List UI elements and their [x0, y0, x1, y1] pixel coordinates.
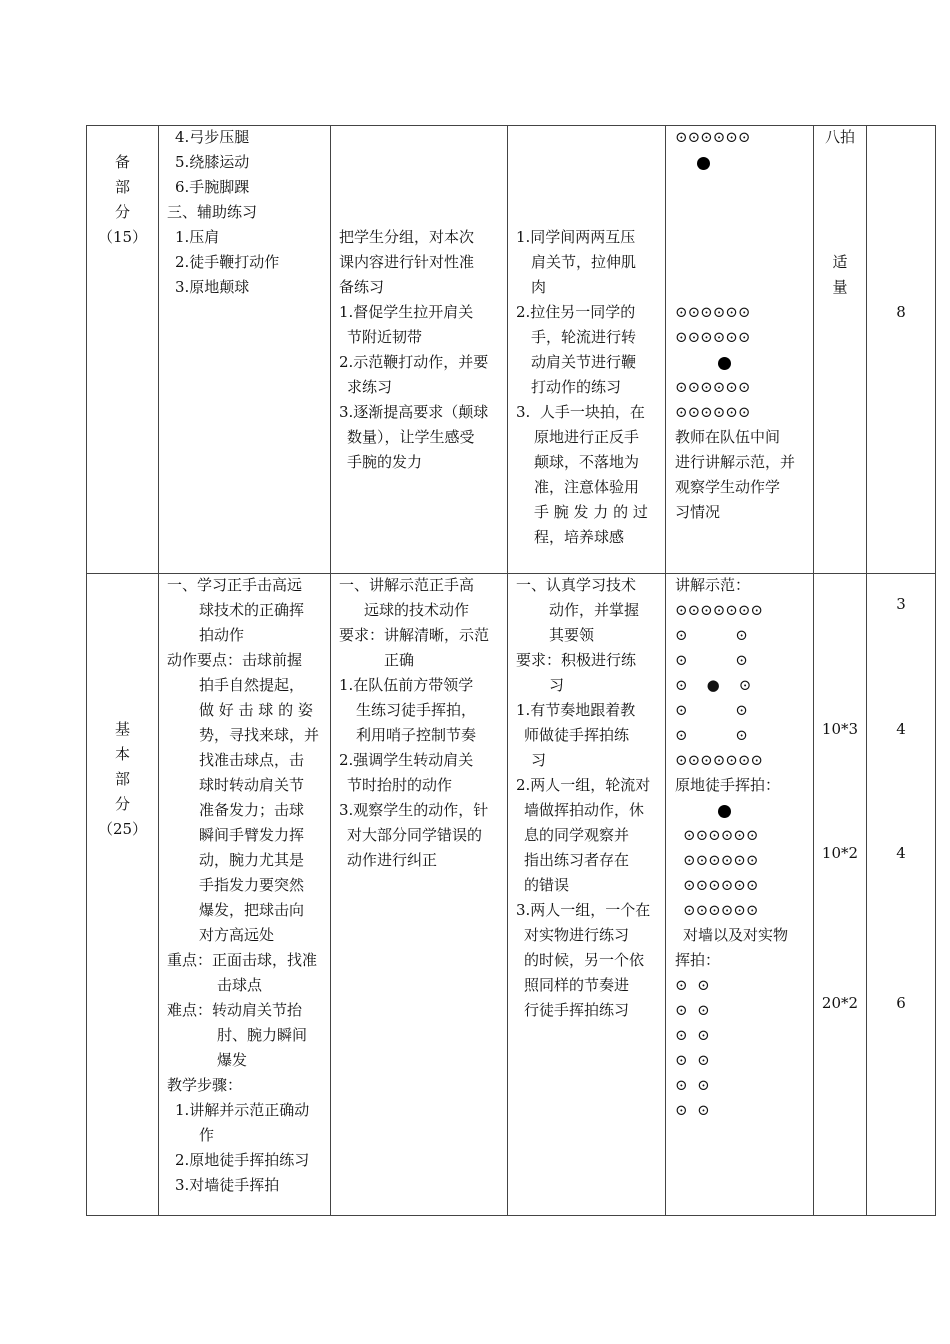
- content-line: 势，寻找来球，并: [199, 726, 320, 744]
- student-line: 其要领: [549, 626, 595, 644]
- load-value-cell: [814, 717, 866, 742]
- time-value: 8: [896, 303, 906, 321]
- teacher-line: 数量），让学生感受: [347, 428, 475, 446]
- load-value-cell: [814, 841, 866, 866]
- student-line: 要求：积极进行练: [516, 651, 637, 669]
- organization-title: 挥拍：: [675, 951, 721, 969]
- load-value: 20*2: [821, 994, 859, 1012]
- student-line: 息的同学观察并: [524, 826, 630, 844]
- student-line: 师做徒手挥拍练: [524, 726, 630, 744]
- student-line: 3. 人手一块拍，在: [516, 403, 645, 421]
- organization-note: 教师在队伍中间: [675, 428, 781, 446]
- teacher-line: 1.在队伍前方带领学: [339, 676, 474, 694]
- content-line: 击球点: [217, 976, 263, 994]
- content-line: 3.对墙徒手挥拍: [175, 1176, 280, 1194]
- time-value: 4: [896, 844, 906, 862]
- content-line: 对方高远处: [199, 926, 275, 944]
- load-cell-lower: [814, 250, 866, 300]
- organization-title: 讲解示范：: [675, 576, 751, 594]
- teacher-activity-cell: [339, 225, 507, 475]
- student-line: 2.拉住另一同学的: [516, 303, 636, 321]
- content-line: 2.原地徒手挥拍练习: [175, 1151, 310, 1169]
- teacher-line: 利用哨子控制节奏: [356, 726, 477, 744]
- part-label-duration: （15）: [97, 228, 148, 246]
- content-line: 4.弓步压腿: [175, 128, 250, 146]
- student-line: 原地进行正反手: [534, 428, 640, 446]
- student-line: 程，培养球感: [534, 528, 625, 546]
- organization-cell-lower: [675, 300, 813, 525]
- formation-row: ⊙⊙⊙⊙⊙⊙⊙: [675, 601, 763, 619]
- formation-row: ⊙ ⊙: [675, 626, 748, 644]
- content-line: 难点：转动肩关节抬: [167, 1001, 303, 1019]
- content-line: 找准击球点，击: [199, 751, 305, 769]
- part-label-char: 分: [114, 203, 130, 221]
- part-label-char: 备: [114, 153, 130, 171]
- part-label-char: 部: [114, 178, 130, 196]
- teacher-line: 3.观察学生的动作，针: [339, 801, 489, 819]
- teacher-heading: 一、讲解示范正手高: [339, 576, 475, 594]
- formation-row: ⊙ ⊙: [675, 701, 748, 719]
- content-line: 手指发力要突然: [199, 876, 305, 894]
- load-value: 10*3: [821, 720, 859, 738]
- student-line: 手 腕 发 力 的 过: [534, 503, 648, 521]
- student-line: 肉: [531, 278, 547, 296]
- formation-row: ⊙⊙⊙⊙⊙⊙⊙: [675, 751, 763, 769]
- content-line: 1.讲解并示范正确动: [175, 1101, 310, 1119]
- formation-row: ⊙⊙⊙⊙⊙⊙: [675, 378, 751, 396]
- student-line: 的错误: [524, 876, 570, 894]
- student-line: 动肩关节进行鞭: [531, 353, 637, 371]
- teacher-position-icon: [697, 157, 710, 170]
- part-label: [87, 717, 158, 842]
- student-line: 1.有节奏地跟着教: [516, 701, 636, 719]
- time-value: 6: [896, 994, 906, 1012]
- formation-row: ⊙ ⊙: [675, 1026, 710, 1044]
- content-line: 球技术的正确挥: [199, 601, 305, 619]
- content-line: 爆发: [217, 1051, 248, 1069]
- load-cell: [814, 125, 866, 150]
- content-line: 做 好 击 球 的 姿: [199, 701, 313, 719]
- formation-row: ⊙ ⊙: [675, 1076, 710, 1094]
- table-col-line: [665, 125, 666, 1216]
- formation-row: ⊙ ⊙: [675, 1101, 710, 1119]
- content-line: 肘、腕力瞬间: [217, 1026, 308, 1044]
- organization-cell: [675, 125, 813, 175]
- organization-note: 观察学生动作学: [675, 478, 781, 496]
- formation-row: ⊙⊙⊙⊙⊙⊙: [675, 128, 751, 146]
- student-line: 墙做挥拍动作，休: [524, 801, 645, 819]
- student-line: 手，轮流进行转: [531, 328, 637, 346]
- table-col-line: [866, 125, 867, 1216]
- student-activity-cell: [516, 225, 664, 550]
- formation-row: ⊙⊙⊙⊙⊙⊙: [675, 403, 751, 421]
- time-value: 3: [896, 595, 906, 613]
- student-activity-cell: [516, 573, 664, 1023]
- student-line: 行徒手挥拍练习: [524, 1001, 630, 1019]
- part-label: [87, 150, 158, 250]
- formation-row: ⊙ ⊙: [675, 1051, 710, 1069]
- teacher-line: 正确: [384, 651, 415, 669]
- content-line: 球时转动肩关节: [199, 776, 305, 794]
- content-line: 1.压肩: [175, 228, 220, 246]
- student-line: 肩关节，拉伸肌: [531, 253, 637, 271]
- teacher-line: 课内容进行针对性准: [339, 253, 475, 271]
- part-label-char: 部: [114, 770, 130, 788]
- content-line: 爆发，把球击向: [199, 901, 305, 919]
- content-cell: [167, 125, 329, 300]
- load-value: 适: [832, 253, 848, 271]
- load-value: 量: [832, 278, 848, 296]
- student-line: 颠球，不落地为: [534, 453, 640, 471]
- load-value: 八拍: [824, 128, 855, 146]
- formation-row: ⊙ ● ⊙: [675, 676, 752, 694]
- load-value: 10*2: [821, 844, 859, 862]
- part-label-duration: （25）: [97, 820, 148, 838]
- content-line: 动作要点：击球前握: [167, 651, 303, 669]
- content-line: 2.徒手鞭打动作: [175, 253, 280, 271]
- part-label-char: 本: [114, 745, 130, 763]
- table-col-line: [330, 125, 331, 1216]
- organization-title: 原地徒手挥拍：: [675, 776, 781, 794]
- table-col-line: [86, 125, 87, 1216]
- organization-note: 习情况: [675, 503, 721, 521]
- time-value-cell: [867, 991, 935, 1016]
- student-heading: 一、认真学习技术: [516, 576, 637, 594]
- teacher-line: 要求：讲解清晰，示范: [339, 626, 490, 644]
- content-line: 拍手自然提起，: [199, 676, 305, 694]
- content-line: 3.原地颠球: [175, 278, 250, 296]
- content-line: 教学步骤：: [167, 1076, 243, 1094]
- teacher-line: 节时抬肘的动作: [347, 776, 453, 794]
- teacher-line: 2.强调学生转动肩关: [339, 751, 474, 769]
- organization-note: 进行讲解示范，并: [675, 453, 796, 471]
- part-label-char: 基: [114, 720, 130, 738]
- student-line: 准，注意体验用: [534, 478, 640, 496]
- formation-row: ⊙⊙⊙⊙⊙⊙: [683, 826, 759, 844]
- content-line: 动，腕力尤其是: [199, 851, 305, 869]
- table-border-bottom: [86, 1215, 936, 1216]
- teacher-line: 备练习: [339, 278, 385, 296]
- organization-cell: [675, 573, 813, 1123]
- teacher-line: 2.示范鞭打动作，并要: [339, 353, 489, 371]
- student-line: 2.两人一组，轮流对: [516, 776, 651, 794]
- time-value: 4: [896, 720, 906, 738]
- formation-row: ⊙⊙⊙⊙⊙⊙: [683, 876, 759, 894]
- teacher-line: 对大部分同学错误的: [347, 826, 483, 844]
- content-heading: 一、学习正手击高远: [167, 576, 303, 594]
- content-heading: 三、辅助练习: [167, 203, 258, 221]
- content-line: 6.手腕脚踝: [175, 178, 250, 196]
- teacher-line: 远球的技术动作: [364, 601, 470, 619]
- time-value-cell: [867, 717, 935, 742]
- student-line: 习: [549, 676, 565, 694]
- student-line: 指出练习者存在: [524, 851, 630, 869]
- table-col-line: [507, 125, 508, 1216]
- teacher-line: 生练习徒手挥拍，: [356, 701, 477, 719]
- student-line: 打动作的练习: [531, 378, 622, 396]
- formation-row: ⊙⊙⊙⊙⊙⊙: [683, 851, 759, 869]
- teacher-line: 求练习: [347, 378, 393, 396]
- organization-title: 对墙以及对实物: [683, 926, 789, 944]
- content-line: 准备发力；击球: [199, 801, 305, 819]
- teacher-line: 动作进行纠正: [347, 851, 438, 869]
- teacher-activity-cell: [339, 573, 507, 873]
- time-cell: [867, 300, 935, 325]
- student-line: 1.同学间两两互压: [516, 228, 636, 246]
- formation-row: ⊙⊙⊙⊙⊙⊙: [675, 328, 751, 346]
- formation-row: ⊙ ⊙: [675, 1001, 710, 1019]
- student-line: 习: [531, 751, 547, 769]
- time-value-cell: [867, 592, 935, 617]
- content-line: 拍动作: [199, 626, 245, 644]
- table-col-line: [158, 125, 159, 1216]
- formation-row: ⊙ ⊙: [675, 726, 748, 744]
- teacher-position-icon: [718, 357, 731, 370]
- teacher-position-icon: [718, 805, 731, 818]
- formation-row: ⊙ ⊙: [675, 976, 710, 994]
- student-line: 动作，并掌握: [549, 601, 640, 619]
- part-label-char: 分: [114, 795, 130, 813]
- content-line: 重点：正面击球，找准: [167, 951, 318, 969]
- teacher-line: 手腕的发力: [347, 453, 423, 471]
- teacher-line: 1.督促学生拉开肩关: [339, 303, 474, 321]
- student-line: 3.两人一组，一个在: [516, 901, 651, 919]
- content-cell: [167, 573, 329, 1198]
- content-line: 瞬间手臂发力挥: [199, 826, 305, 844]
- teacher-line: 把学生分组，对本次: [339, 228, 475, 246]
- content-line: 作: [199, 1126, 215, 1144]
- formation-row: ⊙⊙⊙⊙⊙⊙: [675, 303, 751, 321]
- formation-row: ⊙ ⊙: [675, 651, 748, 669]
- formation-row: ⊙⊙⊙⊙⊙⊙: [683, 901, 759, 919]
- student-line: 的时候，另一个依: [524, 951, 645, 969]
- time-value-cell: [867, 841, 935, 866]
- teacher-line: 3.逐渐提高要求（颠球: [339, 403, 489, 421]
- student-line: 照同样的节奏进: [524, 976, 630, 994]
- load-value-cell: [814, 991, 866, 1016]
- table-border-right: [935, 125, 936, 1216]
- student-line: 对实物进行练习: [524, 926, 630, 944]
- content-line: 5.绕膝运动: [175, 153, 250, 171]
- teacher-line: 节附近韧带: [347, 328, 423, 346]
